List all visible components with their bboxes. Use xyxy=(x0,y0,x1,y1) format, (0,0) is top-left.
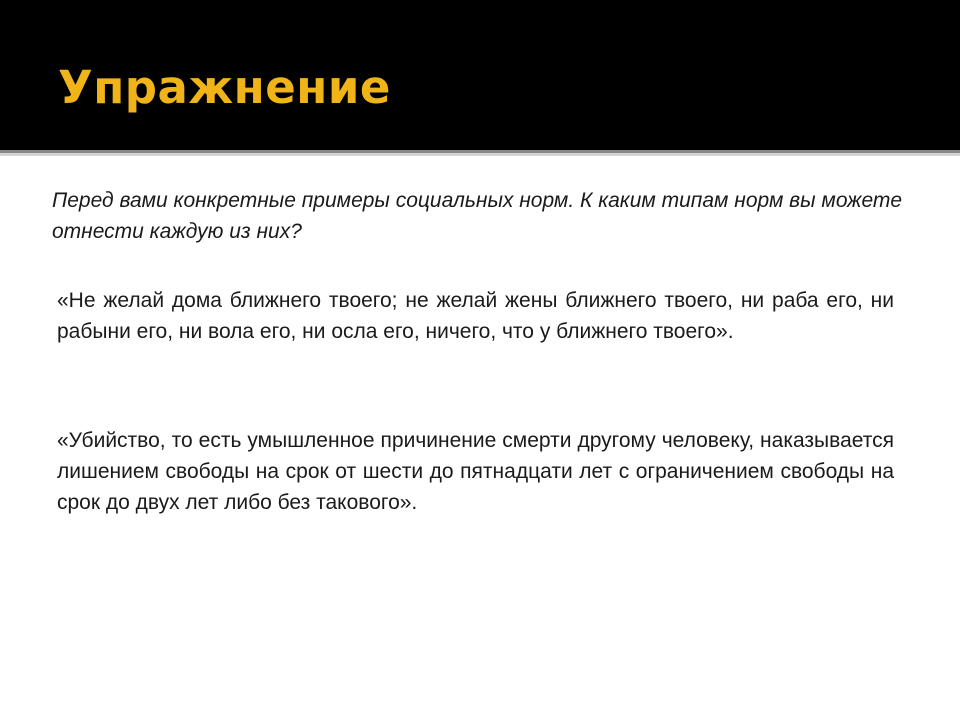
exercise-question: Перед вами конкретные примеры социальных норм. К каким типам норм вы можете отнести каждую из них? xyxy=(52,189,903,243)
norm-example-quote-1: «Не желай дома ближнего твоего; не желай жены ближнего твоего, ни раба его, ни рабыни его, ни вола его, ни осла его, ничего, что у ближнего твоего». xyxy=(57,289,894,343)
title-divider-light xyxy=(0,153,960,156)
title-bar xyxy=(0,0,960,150)
slide-title: Упражнение xyxy=(58,61,391,114)
norm-example-quote-2: «Убийство, то есть умышленное причинение смерти другому человеку, наказывается лишением свободы на срок от шести до пятнадцати лет с ограничением свободы на срок до двух лет либо без такового». xyxy=(57,429,894,514)
